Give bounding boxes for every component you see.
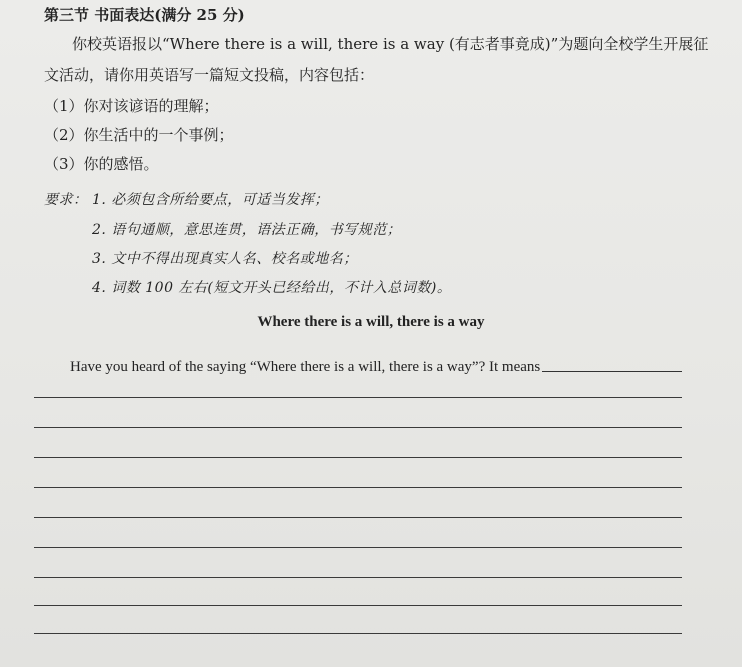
content-point-3: （3）你的感悟。 [44,155,159,173]
content-point-1: （1）你对该谚语的理解； [44,97,219,115]
essay-opening-sentence: Have you heard of the saying “Where there is a will, there is a way”? It means [70,359,541,375]
prompt-intro-line-2: 文活动，请你用英语写一篇短文投稿，内容包括： [44,66,375,84]
writing-line[interactable] [34,397,682,398]
writing-line[interactable] [34,487,682,488]
requirement-item-4: 4. 词数 100 左右(短文开头已经给出，不计入总词数)。 [92,280,452,296]
essay-title: Where there is a will, there is a way [257,314,485,330]
requirement-item-1: 1. 必须包含所给要点，可适当发挥； [92,192,329,208]
writing-line[interactable] [34,577,682,578]
requirement-item-3: 3. 文中不得出现真实人名、校名或地名； [92,251,358,267]
writing-line[interactable] [34,517,682,518]
writing-line[interactable] [34,457,682,458]
prompt-intro-line-1: 你校英语报以“Where there is a will, there is a way (有志者事竟成)”为题向全校学生开展征 [72,35,709,53]
content-point-2: （2）你生活中的一个事例； [44,126,234,144]
requirement-item-2: 2. 语句通顺，意思连贯，语法正确，书写规范； [92,222,402,238]
writing-line[interactable] [34,633,682,634]
requirements-label: 要求： [44,192,88,208]
writing-line[interactable] [34,547,682,548]
writing-line[interactable] [34,605,682,606]
writing-line[interactable] [34,427,682,428]
answer-blank[interactable] [542,371,682,372]
section-heading: 第三节 书面表达(满分 25 分) [44,6,245,24]
essay-opening-row [70,356,682,376]
